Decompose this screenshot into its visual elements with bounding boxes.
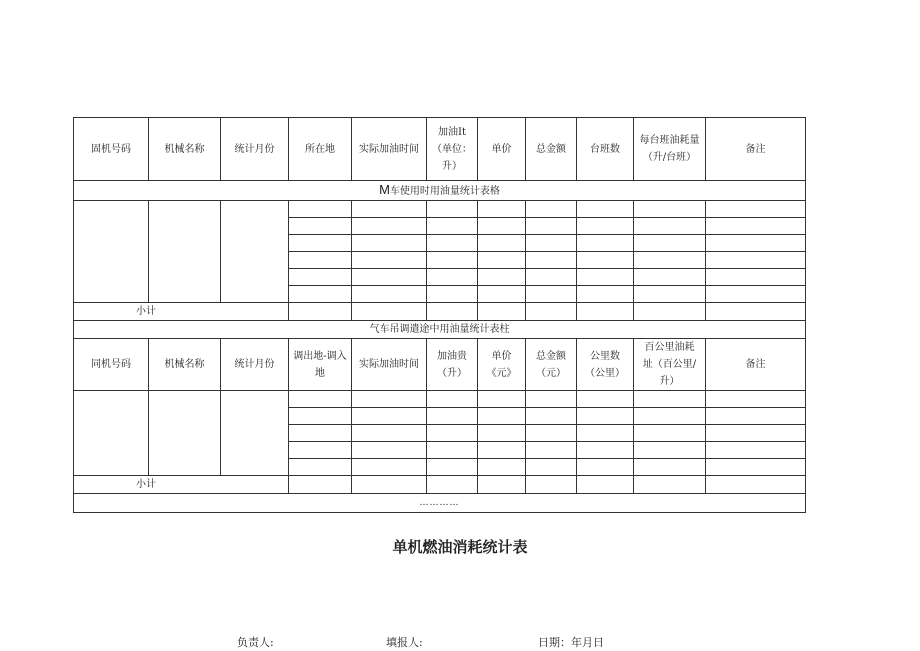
- s1-cell[interactable]: [577, 218, 634, 235]
- s1-cell[interactable]: [577, 269, 634, 286]
- section1-title-row: [74, 181, 806, 201]
- s2-cell[interactable]: [427, 425, 478, 442]
- s1-cell[interactable]: [634, 269, 706, 286]
- s1-header-machine-name: 机械名称: [149, 118, 221, 181]
- s2-header-fuel-time: 实际加油时间: [352, 339, 427, 391]
- s1-cell[interactable]: [634, 286, 706, 303]
- footer-date: 日期：年月日: [538, 636, 604, 649]
- s1-cell[interactable]: [352, 286, 427, 303]
- section1-header-row: [74, 118, 806, 181]
- s2-cell[interactable]: [478, 459, 526, 476]
- s2-cell[interactable]: [478, 442, 526, 459]
- s1-subtotal-label: 小计: [74, 303, 289, 321]
- s1-cell[interactable]: [706, 286, 806, 303]
- s2-subtotal-cell[interactable]: [352, 476, 427, 494]
- s1-cell[interactable]: [427, 286, 478, 303]
- s1-cell[interactable]: [352, 269, 427, 286]
- s1-cell[interactable]: [427, 252, 478, 269]
- footer-responsible: 负责人:: [237, 636, 274, 649]
- s1-header-unit-price: 单价: [478, 118, 526, 181]
- s1-cell[interactable]: [706, 235, 806, 252]
- s2-data-row: [74, 391, 806, 408]
- s2-cell[interactable]: [634, 425, 706, 442]
- s1-cell[interactable]: [526, 218, 577, 235]
- s1-cell[interactable]: [526, 269, 577, 286]
- s1-subtotal-cell[interactable]: [634, 303, 706, 321]
- s1-header-remarks: 备注: [706, 118, 806, 181]
- s2-header-distance: 公里数 （公里）: [577, 339, 634, 391]
- s1-cell[interactable]: [526, 235, 577, 252]
- s1-header-location: 所在地: [289, 118, 352, 181]
- s1-subtotal-cell[interactable]: [352, 303, 427, 321]
- s2-subtotal-cell[interactable]: [427, 476, 478, 494]
- s1-subtotal-cell[interactable]: [526, 303, 577, 321]
- s2-subtotal-cell[interactable]: [706, 476, 806, 494]
- s1-header-machine-no: 固机号码: [74, 118, 149, 181]
- s1-cell[interactable]: [427, 269, 478, 286]
- s2-cell[interactable]: [478, 408, 526, 425]
- s1-subtotal-cell[interactable]: [289, 303, 352, 321]
- s2-header-month: 统计月份: [221, 339, 289, 391]
- s1-subtotal-row: [74, 303, 806, 321]
- section2-title-row: [74, 321, 806, 339]
- s2-machine-name-cell[interactable]: [149, 391, 221, 476]
- s2-cell[interactable]: [289, 442, 352, 459]
- s1-cell[interactable]: [478, 286, 526, 303]
- s1-cell[interactable]: [706, 252, 806, 269]
- s2-cell[interactable]: [427, 408, 478, 425]
- s2-month-cell[interactable]: [221, 391, 289, 476]
- s1-cell[interactable]: [478, 218, 526, 235]
- s2-cell[interactable]: [577, 425, 634, 442]
- s1-cell[interactable]: [289, 286, 352, 303]
- s1-cell[interactable]: [526, 201, 577, 218]
- section2-header-row: [74, 339, 806, 391]
- section2-title: 气车吊调遣途中用油量统计表柱: [74, 321, 806, 339]
- s1-cell[interactable]: [427, 218, 478, 235]
- s1-cell[interactable]: [526, 286, 577, 303]
- s2-cell[interactable]: [526, 391, 577, 408]
- s1-machine-name-cell[interactable]: [149, 201, 221, 303]
- fuel-statistics-table: [73, 117, 806, 513]
- s2-cell[interactable]: [526, 442, 577, 459]
- s2-header-fuel-amount: 加油贵 （升）: [427, 339, 478, 391]
- s2-cell[interactable]: [352, 459, 427, 476]
- s2-cell[interactable]: [526, 408, 577, 425]
- s2-cell[interactable]: [706, 459, 806, 476]
- s2-cell[interactable]: [634, 408, 706, 425]
- s2-cell[interactable]: [577, 408, 634, 425]
- s2-cell[interactable]: [289, 425, 352, 442]
- s1-cell[interactable]: [526, 252, 577, 269]
- s2-header-machine-no: 同机号码: [74, 339, 149, 391]
- s2-cell[interactable]: [478, 391, 526, 408]
- s1-cell[interactable]: [634, 201, 706, 218]
- s1-cell[interactable]: [706, 201, 806, 218]
- s2-subtotal-cell[interactable]: [577, 476, 634, 494]
- s1-cell[interactable]: [352, 201, 427, 218]
- s2-header-total: 总金额 （元）: [526, 339, 577, 391]
- s2-header-unit-price: 单价 《元》: [478, 339, 526, 391]
- s1-cell[interactable]: [577, 201, 634, 218]
- s2-cell[interactable]: [289, 391, 352, 408]
- s2-cell[interactable]: [289, 408, 352, 425]
- s1-subtotal-cell[interactable]: [478, 303, 526, 321]
- s2-cell[interactable]: [577, 459, 634, 476]
- footer-filler: 填报人:: [386, 636, 423, 649]
- s1-cell[interactable]: [634, 235, 706, 252]
- s1-cell[interactable]: [289, 218, 352, 235]
- s2-cell[interactable]: [427, 391, 478, 408]
- s1-cell[interactable]: [352, 218, 427, 235]
- s2-header-remarks: 备注: [706, 339, 806, 391]
- s2-subtotal-row: [74, 476, 806, 494]
- s1-cell[interactable]: [427, 201, 478, 218]
- s1-header-fuel-amount: 加油It （单位： 升）: [427, 118, 478, 181]
- s1-header-shifts: 台班数: [577, 118, 634, 181]
- s1-cell[interactable]: [577, 235, 634, 252]
- s1-cell[interactable]: [352, 235, 427, 252]
- s2-machine-no-cell[interactable]: [74, 391, 149, 476]
- s2-cell[interactable]: [706, 391, 806, 408]
- s2-cell[interactable]: [352, 425, 427, 442]
- s2-cell[interactable]: [706, 408, 806, 425]
- s2-cell[interactable]: [427, 459, 478, 476]
- s2-cell[interactable]: [478, 425, 526, 442]
- s2-cell[interactable]: [634, 442, 706, 459]
- s1-subtotal-cell[interactable]: [577, 303, 634, 321]
- s1-subtotal-cell[interactable]: [706, 303, 806, 321]
- s2-cell[interactable]: [289, 459, 352, 476]
- s2-cell[interactable]: [427, 442, 478, 459]
- s1-header-total: 总金额: [526, 118, 577, 181]
- s2-cell[interactable]: [634, 459, 706, 476]
- s2-cell[interactable]: [577, 391, 634, 408]
- s2-cell[interactable]: [352, 442, 427, 459]
- s2-cell[interactable]: [352, 391, 427, 408]
- s2-cell[interactable]: [706, 425, 806, 442]
- s1-data-row: [74, 201, 806, 218]
- s2-subtotal-cell[interactable]: [289, 476, 352, 494]
- s2-subtotal-cell[interactable]: [526, 476, 577, 494]
- s1-cell[interactable]: [289, 201, 352, 218]
- s1-header-month: 统计月份: [221, 118, 289, 181]
- s2-cell[interactable]: [526, 459, 577, 476]
- continuation-row: [74, 494, 806, 513]
- s1-cell[interactable]: [706, 269, 806, 286]
- s2-subtotal-cell[interactable]: [478, 476, 526, 494]
- s2-subtotal-label: 小计: [74, 476, 289, 494]
- s1-month-cell[interactable]: [221, 201, 289, 303]
- s1-cell[interactable]: [427, 235, 478, 252]
- document-title: 单机燃油消耗统计表: [392, 538, 528, 556]
- s2-header-consumption: 百公里油耗 址（百公里/ 升）: [634, 339, 706, 391]
- s2-subtotal-cell[interactable]: [634, 476, 706, 494]
- s2-cell[interactable]: [706, 442, 806, 459]
- s1-cell[interactable]: [289, 235, 352, 252]
- s2-cell[interactable]: [352, 408, 427, 425]
- s2-cell[interactable]: [577, 442, 634, 459]
- s2-header-route: 调出地-调入 地: [289, 339, 352, 391]
- s2-header-machine-name: 机械名称: [149, 339, 221, 391]
- s1-cell[interactable]: [478, 252, 526, 269]
- s1-cell[interactable]: [577, 252, 634, 269]
- s2-cell[interactable]: [526, 425, 577, 442]
- s1-header-fuel-time: 实际加油时间: [352, 118, 427, 181]
- continuation-dots: …………: [74, 494, 806, 513]
- s1-cell[interactable]: [478, 201, 526, 218]
- section1-title: M车使用时用油量统计表格: [74, 181, 806, 201]
- s1-cell[interactable]: [478, 235, 526, 252]
- s1-machine-no-cell[interactable]: [74, 201, 149, 303]
- s1-cell[interactable]: [706, 218, 806, 235]
- s1-cell[interactable]: [289, 269, 352, 286]
- s1-subtotal-cell[interactable]: [427, 303, 478, 321]
- s2-cell[interactable]: [634, 391, 706, 408]
- s1-cell[interactable]: [478, 269, 526, 286]
- s1-cell[interactable]: [352, 252, 427, 269]
- s1-cell[interactable]: [289, 252, 352, 269]
- s1-cell[interactable]: [634, 252, 706, 269]
- s1-header-consumption: 每台班油耗量 （升/台班）: [634, 118, 706, 181]
- s1-cell[interactable]: [577, 286, 634, 303]
- s1-cell[interactable]: [634, 218, 706, 235]
